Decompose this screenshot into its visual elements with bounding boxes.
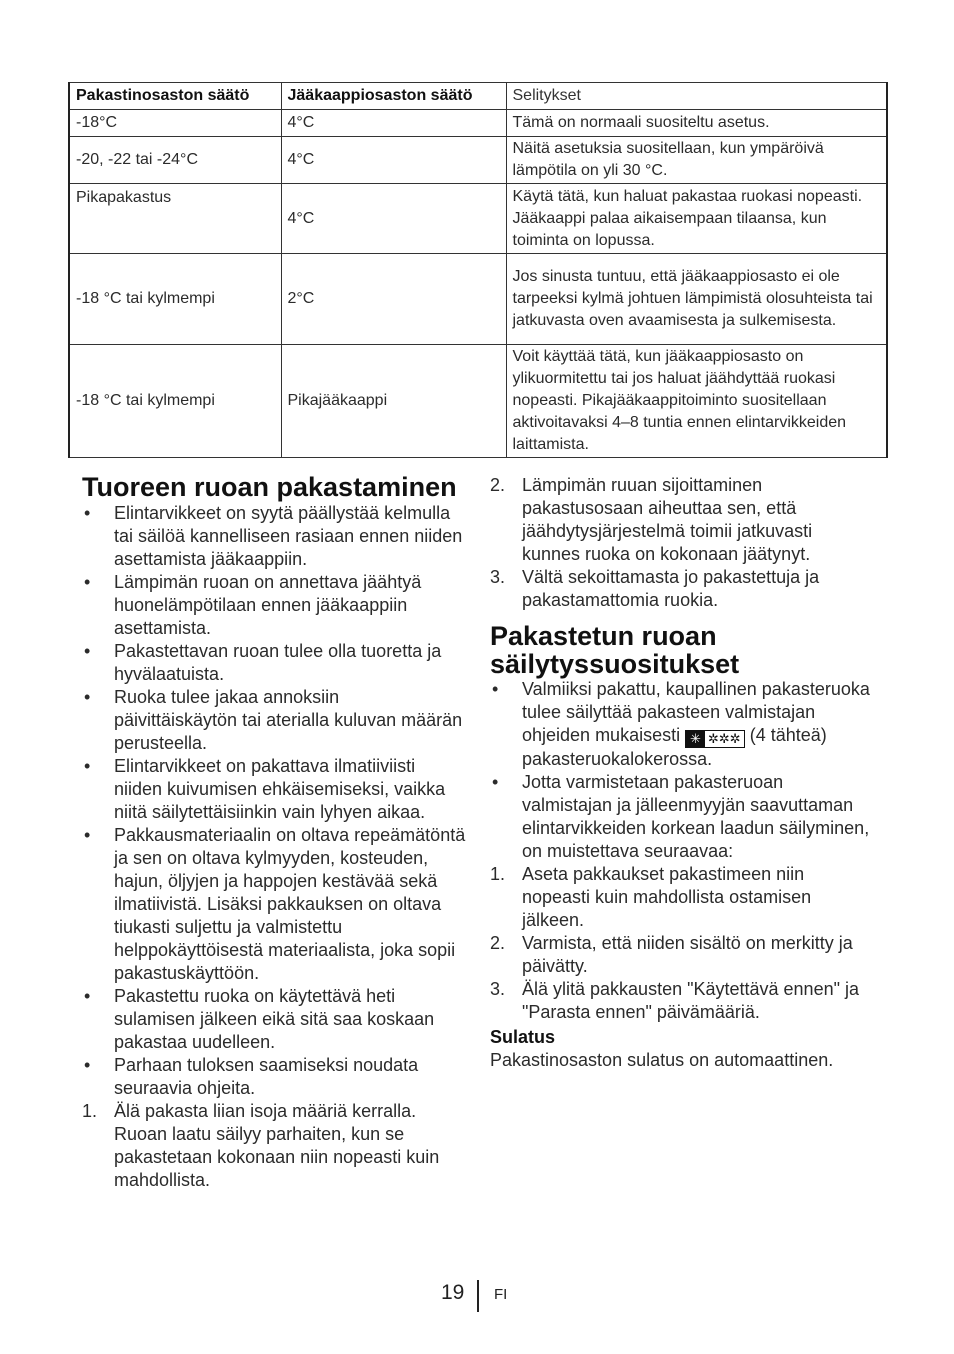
defrost-heading: Sulatus: [490, 1027, 556, 1047]
footer-divider: [477, 1280, 479, 1312]
table-cell: -18 °C tai kylmempi: [69, 254, 281, 345]
bullet-icon: •: [84, 687, 91, 707]
table-cell: 4°C: [281, 137, 506, 184]
list-item-text: Elintarvikkeet on pakattava ilmatiiviisti niiden kuivumisen ehkäisemiseksi, vaikka niitä säilytettäisiinkin vain lyhyen aikaa.: [114, 756, 446, 822]
table-cell: Pikajääkaappi: [281, 345, 506, 458]
list-item-text: Elintarvikkeet on syytä päällystää kelmulla tai säilöä kannelliseen rasiaan ennen niiden asettamista jääkaappiin.: [114, 503, 463, 569]
list-item: [82, 502, 467, 571]
list-item: [490, 566, 875, 612]
list-number: 1.: [82, 1101, 98, 1121]
bullet-icon: •: [84, 1055, 91, 1075]
list-item-text: Aseta pakkaukset pakastimeen niin nopeasti kuin mahdollista ostamisen jälkeen.: [522, 864, 812, 930]
fresh-numbered-list: [82, 1100, 467, 1192]
defrost-text: Pakastinosaston sulatus on automaattinen.: [490, 1050, 834, 1070]
list-item: [82, 985, 467, 1054]
four-star-freezer-icon: [685, 730, 745, 748]
list-number: 1.: [490, 864, 506, 884]
storage-numbered-list: [490, 863, 875, 1024]
table-cell: Jos sinusta tuntuu, että jääkaappiosasto ei ole tarpeeksi kylmä johtuen lämpimistä olosuhteista tai jatkuvasta oven avaamisesta ja sulkemisesta.: [506, 254, 887, 345]
table-cell: 4°C: [281, 110, 506, 137]
list-item: [82, 1100, 467, 1192]
table-row: [69, 137, 887, 184]
bullet-icon: •: [84, 986, 91, 1006]
table-header: Jääkaappiosaston säätö: [281, 83, 506, 110]
table-cell: 4°C: [281, 184, 506, 254]
right-column: [490, 474, 875, 1072]
table-header: Selitykset: [506, 83, 887, 110]
fresh-numbered-list-continued: [490, 474, 875, 612]
bullet-icon: •: [84, 641, 91, 661]
list-item-text: Älä ylitä pakkausten "Käytettävä ennen" ja "Parasta ennen" päivämääriä.: [522, 979, 859, 1022]
list-number: 3.: [490, 567, 506, 587]
left-column: [82, 472, 467, 1192]
list-item: [82, 824, 467, 985]
table-row: [69, 184, 887, 254]
bullet-icon: •: [84, 825, 91, 845]
table-row: [69, 254, 887, 345]
page-number: 19: [441, 1281, 465, 1304]
list-number: 2.: [490, 475, 506, 495]
table-cell: Käytä tätä, kun haluat pakastaa ruokasi nopeasti. Jääkaappi palaa aikaisempaan tilaansa, kun toiminta on lopussa.: [506, 184, 887, 254]
language-code: FI: [494, 1286, 508, 1303]
bullet-icon: •: [492, 679, 499, 699]
list-item-text: Pakastettavan ruoan tulee olla tuoretta ja hyvälaatuista.: [114, 641, 442, 684]
table-cell: -18°C: [69, 110, 281, 137]
list-item: [490, 978, 875, 1024]
bullet-icon: •: [84, 503, 91, 523]
list-item-text: Älä pakasta liian isoja määriä kerralla. Ruoan laatu säilyy parhaiten, kun se pakastetaan kokonaan niin nopeasti kuin mahdollista.: [114, 1101, 440, 1190]
list-item-text: Parhaan tuloksen saamiseksi noudata seuraavia ohjeita.: [114, 1055, 419, 1098]
settings-table: [68, 82, 888, 458]
table-row: [69, 345, 887, 458]
list-item: [490, 863, 875, 932]
list-item-text: Lämpimän ruuan sijoittaminen pakastusosaan aiheuttaa sen, että jäähdytysjärjestelmä toimii jatkuvasti kunnes ruoka on kokonaan jäätynyt.: [522, 475, 813, 564]
bullet-icon: •: [84, 572, 91, 592]
list-item: [490, 474, 875, 566]
star-solid-icon: ✳: [686, 731, 705, 747]
list-item: [82, 1054, 467, 1100]
bullet-icon: •: [84, 756, 91, 776]
list-item: [82, 755, 467, 824]
table-cell: Tämä on normaali suositeltu asetus.: [506, 110, 887, 137]
list-number: 2.: [490, 933, 506, 953]
list-item: [82, 686, 467, 755]
star-outline-icon: ✲✲✲: [708, 731, 741, 746]
table-cell: Näitä asetuksia suositellaan, kun ympäröivä lämpötila on yli 30 °C.: [506, 137, 887, 184]
section-title-fresh-freezing: Tuoreen ruoan pakastaminen: [82, 472, 457, 502]
list-item-text: Pakastettu ruoka on käytettävä heti sulamisen jälkeen eikä sitä saa koskaan pakastaa uudelleen.: [114, 986, 435, 1052]
table-cell: 2°C: [281, 254, 506, 345]
list-item: [82, 571, 467, 640]
table-cell: Voit käyttää tätä, kun jääkaappiosasto on ylikuormitettu tai jos haluat jäähdyttää ruokasi nopeasti. Pikajääkaappitoiminto suositellaan aktivoitavaksi 4–8 tuntia ennen elintarvikkeiden laittamista.: [506, 345, 887, 458]
storage-bullet-list: [490, 678, 875, 863]
list-item: [490, 678, 875, 771]
table-header-row: [69, 83, 887, 110]
list-item-text: Vältä sekoittamasta jo pakastettuja ja pakastamattomia ruokia.: [522, 567, 820, 610]
table-cell: -18 °C tai kylmempi: [69, 345, 281, 458]
list-item-text: Valmiiksi pakattu, kaupallinen pakasteruoka tulee säilyttää pakasteen valmistajan ohjeiden mukaisesti: [522, 679, 870, 745]
list-item-text: Ruoka tulee jakaa annoksiin päivittäiskäytön tai aterialla kuluvan määrän perusteella.: [114, 687, 463, 753]
list-item-text: Jotta varmistetaan pakasteruoan valmistajan ja jälleenmyyjän saavuttaman elintarvikkeiden korkean laadun säilyminen, on muistettava seuraavaa:: [522, 772, 870, 861]
bullet-icon: •: [492, 772, 499, 792]
list-item: [490, 932, 875, 978]
list-number: 3.: [490, 979, 506, 999]
section-title-frozen-storage: Pakastetun ruoan säilytyssuositukset: [490, 621, 740, 679]
list-item-text: Pakkausmateriaalin on oltava repeämätöntä ja sen on oltava kylmyyden, kosteuden, hajun, öljyjen ja happojen kestävää sekä ilmatiivistä. Lisäksi pakkauksen on oltava tiukasti suljettu ja valmistettu helppokäyttöisestä materiaalista, joka sopii pakastuskäyttöön.: [114, 825, 466, 983]
list-item-text: (4 tähteä) pakasteruokalokerossa.: [522, 725, 827, 769]
list-item-text: Lämpimän ruoan on annettava jäähtyä huonelämpötilaan ennen jääkaappiin asettamista.: [114, 572, 422, 638]
list-item: [82, 640, 467, 686]
table-header: Pakastinosaston säätö: [69, 83, 281, 110]
list-item-text: Varmista, että niiden sisältö on merkitty ja päivätty.: [522, 933, 853, 976]
fresh-bullet-list: [82, 502, 467, 1100]
table-row: [69, 110, 887, 137]
table-cell: -20, -22 tai -24°C: [69, 137, 281, 184]
table-cell: Pikapakastus: [69, 184, 281, 254]
list-item: [490, 771, 875, 863]
